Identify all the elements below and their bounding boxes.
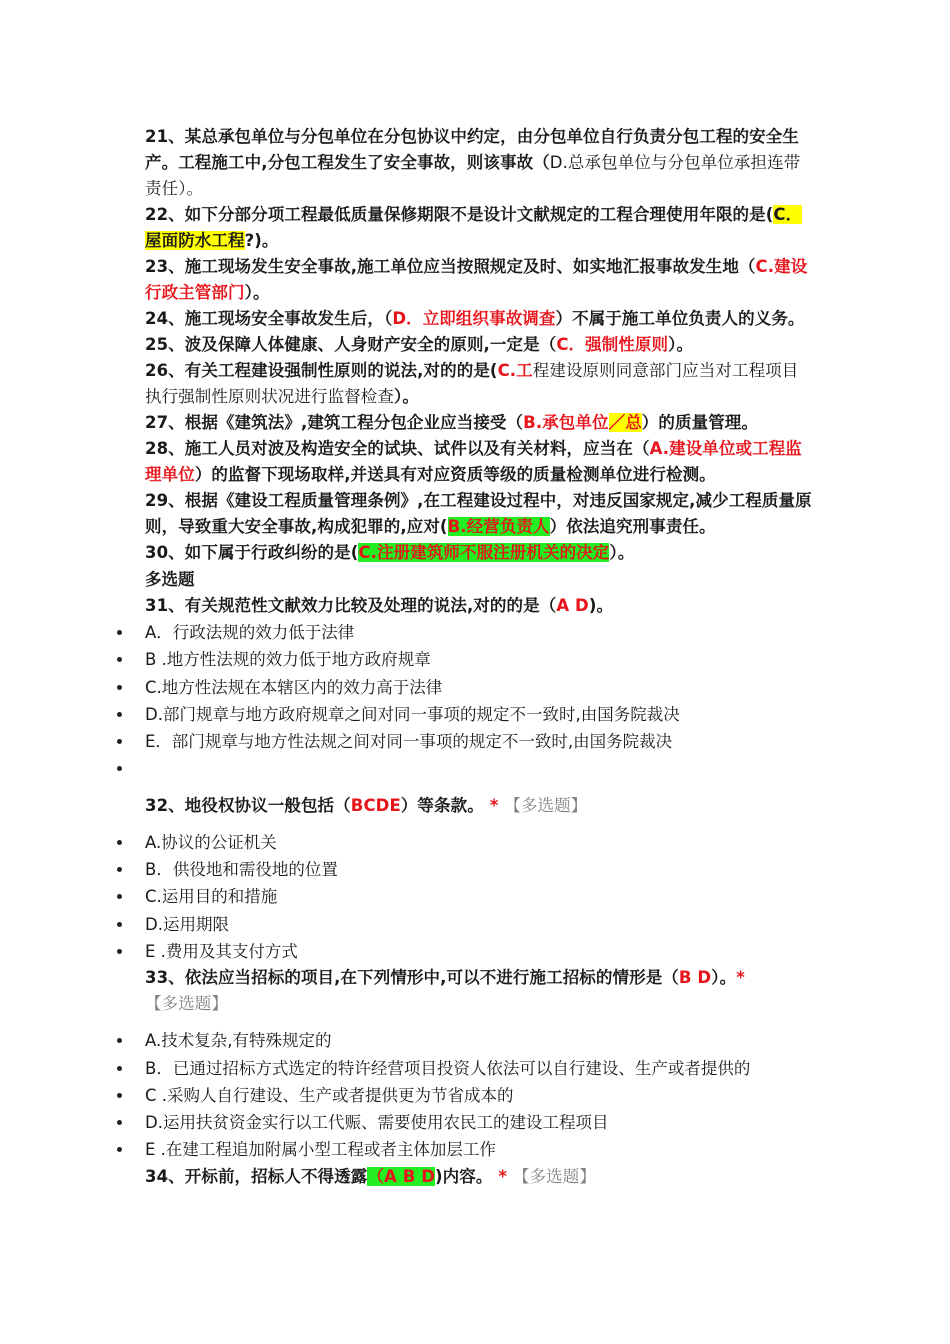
answer: D.总承包单位与分包单位承担连带责任	[145, 153, 801, 198]
question-26	[145, 358, 813, 410]
required-star: *	[498, 1166, 508, 1186]
answer: B.承包单位	[523, 413, 609, 432]
question-32	[145, 793, 813, 819]
list-item: B．已通过招标方式选定的特许经营项目投资人依法可以自行建设、生产或者提供的	[145, 1055, 813, 1082]
question-23	[145, 254, 813, 306]
question-end: )内容。	[435, 1166, 493, 1186]
question-text: 25、波及保障人体健康、人身财产安全的原则,一定是（	[145, 335, 557, 354]
question-end: ）不属于施工单位负责人的义务。	[555, 309, 805, 328]
question-text: 31、有关规范性文献效力比较及处理的说法,对的的是（	[145, 596, 557, 615]
section-heading: 多选题	[145, 570, 195, 589]
required-star: *	[736, 968, 745, 988]
answer: C．屋面防水工程	[145, 205, 803, 250]
question-21	[145, 124, 813, 202]
answer: B D	[678, 968, 712, 988]
question-type-tag: 【多选题】	[512, 1166, 596, 1186]
question-end: )。	[588, 596, 614, 615]
list-item: A.协议的公证机关	[145, 829, 813, 856]
answer-highlight: ／总	[608, 413, 642, 432]
list-item: E．部门规章与地方性法规之间对同一事项的规定不一致时,由国务院裁决	[145, 728, 813, 755]
list-item: A.技术复杂,有特殊规定的	[145, 1027, 813, 1054]
answer: C.建设行政主管部门	[145, 257, 808, 302]
question-text: 29、根据《建设工程质量管理条例》,在工程建设过程中，对违反国家规定,减少工程质量原则，导致重大安全事故,构成犯罪的,应对(	[145, 491, 812, 536]
question-28	[145, 436, 813, 488]
answer: C.工	[497, 361, 533, 380]
question-end: ）。	[609, 543, 635, 562]
question-type-tag: 【多选题】	[504, 795, 588, 815]
question-end: ）。	[711, 968, 737, 988]
question-24	[145, 306, 813, 332]
answer: A D	[556, 596, 589, 615]
question-text: 21、某总承包单位与分包单位在分包协议中约定，由分包单位自行负责分包工程的安全生产。工程施工中,分包工程发生了安全事故，则该事故（	[145, 127, 799, 172]
question-text: 26、有关工程建设强制性原则的说法,对的的是(	[145, 361, 498, 380]
list-item: C.地方性法规在本辖区内的效力高于法律	[145, 674, 813, 701]
list-item: D.运用期限	[145, 911, 813, 938]
question-text: 27、根据《建筑法》,建筑工程分包企业应当接受（	[145, 413, 524, 432]
question-end: ）的监督下现场取样,并送具有对应资质等级的质量检测单位进行检测。	[194, 465, 716, 484]
answer: BCDE	[350, 795, 401, 815]
question-text: 23、施工现场发生安全事故,施工单位应当按照规定及时、如实地汇报事故发生地（	[145, 257, 756, 276]
question-end: ）。	[178, 179, 204, 198]
question-text: 32、地役权协议一般包括（	[145, 795, 351, 815]
list-item: D.部门规章与地方政府规章之间对同一事项的规定不一致时,由国务院裁决	[145, 701, 813, 728]
list-item: E .费用及其支付方式	[145, 938, 813, 965]
answer: A.建设单位或工程监理单位	[145, 439, 802, 484]
list-item: C.运用目的和措施	[145, 883, 813, 910]
question-end: ）。	[244, 283, 270, 302]
list-item	[145, 755, 813, 782]
required-star: *	[489, 795, 499, 815]
list-item: E .在建工程追加附属小型工程或者主体加层工作	[145, 1136, 813, 1163]
answer: （A B D	[367, 1166, 436, 1186]
question-end: ）的质量管理。	[641, 413, 758, 432]
question-end: ）依法追究刑事责任。	[549, 517, 716, 536]
answer-rest: 程建设原则同意部门应当对工程项目执行强制性原则状况进行监督检查	[145, 361, 799, 406]
question-text: 30、如下属于行政纠纷的是(	[145, 543, 359, 562]
list-item: B .地方性法规的效力低于地方政府规章	[145, 646, 813, 673]
question-type-tag: 【多选题】	[145, 994, 228, 1014]
question-25	[145, 332, 813, 358]
list-item: B．供役地和需役地的位置	[145, 856, 813, 883]
question-text: 34、开标前，招标人不得透露	[145, 1166, 368, 1186]
question-text: 28、施工人员对波及构造安全的试块、试件以及有关材料，应当在（	[145, 439, 650, 458]
document-page	[145, 124, 813, 1190]
question-end: ?)。	[244, 231, 279, 250]
question-29	[145, 488, 813, 540]
question-text: 24、施工现场安全事故发生后，（	[145, 309, 393, 328]
list-item: A．行政法规的效力低于法律	[145, 619, 813, 646]
question-end: ）。	[394, 387, 419, 406]
question-end: ）。	[668, 335, 694, 354]
options-list-31	[145, 619, 813, 783]
question-22	[145, 202, 813, 254]
question-33	[145, 965, 813, 1017]
question-end: ）等条款。	[400, 795, 484, 815]
options-list-33	[145, 1027, 813, 1163]
question-text: 33、依法应当招标的项目,在下列情形中,可以不进行施工招标的情形是（	[145, 968, 679, 988]
question-30	[145, 540, 813, 566]
question-31	[145, 593, 813, 619]
options-list-32	[145, 829, 813, 965]
list-item: C .采购人自行建设、生产或者提供更为节省成本的	[145, 1082, 813, 1109]
list-item: D.运用扶贫资金实行以工代赈、需要使用农民工的建设工程项目	[145, 1109, 813, 1136]
answer: B.经营负责人	[447, 517, 550, 536]
question-34	[145, 1164, 813, 1190]
question-text: 22、如下分部分项工程最低质量保修期限不是设计文献规定的工程合理使用年限的是(	[145, 205, 774, 224]
answer: C．强制性原则	[556, 335, 669, 354]
answer: C.注册建筑师不服注册机关的决定	[358, 543, 610, 562]
answer: D．立即组织事故调查	[392, 309, 556, 328]
question-27	[145, 410, 813, 436]
